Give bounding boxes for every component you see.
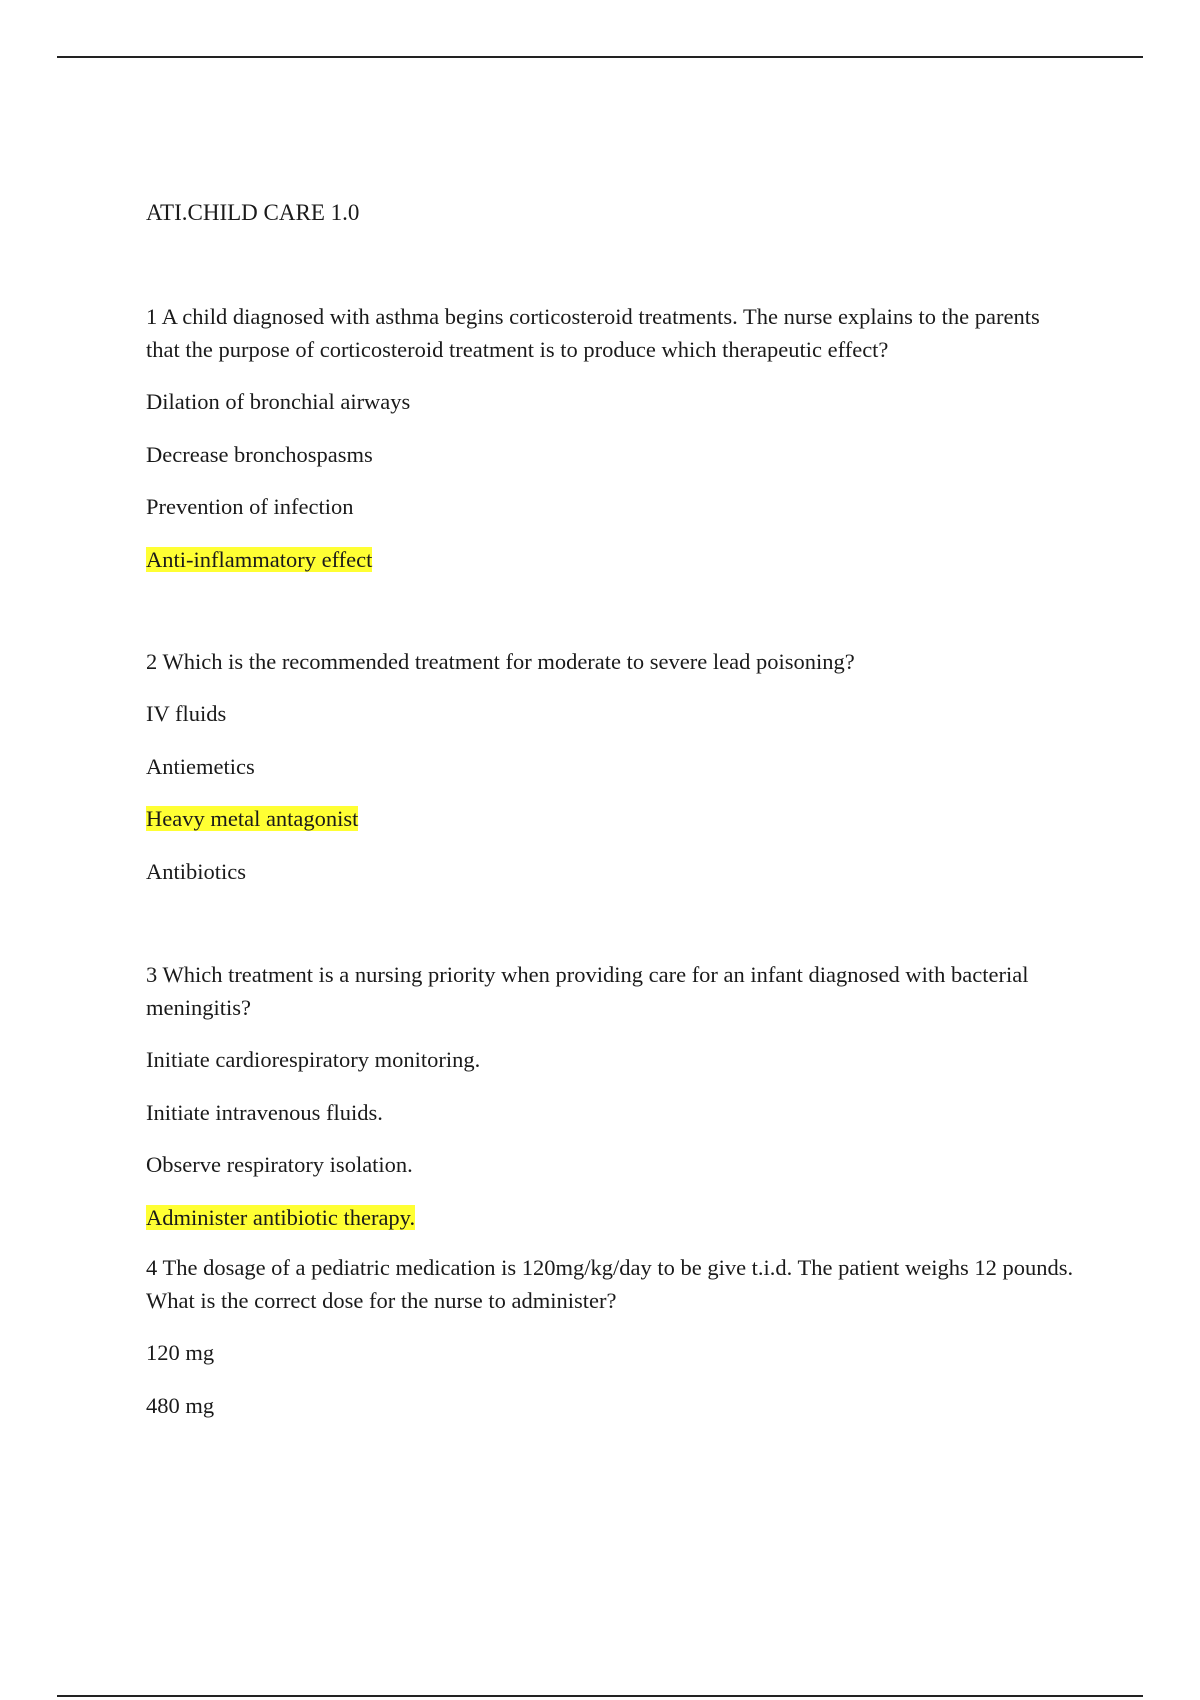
answer-text: Anti-inflammatory effect [146, 546, 373, 572]
question-block [146, 1251, 1076, 1441]
answer-text: IV fluids [146, 701, 227, 726]
answer-option [146, 1043, 1076, 1076]
answer-option [146, 1336, 1076, 1369]
answer-option [146, 697, 1076, 730]
answer-text: Decrease bronchospasms [146, 441, 373, 467]
answer-option [146, 438, 1076, 471]
answer-option [146, 750, 1076, 783]
footer-rule [57, 1695, 1143, 1697]
question-text: 2 Which is the recommended treatment for moderate to severe lead poisoning? [146, 649, 855, 674]
question-text: 1 A child diagnosed with asthma begins corticosteroid treatments. The nurse explains to the parents that the purpose of corticosteroid treatment is to produce which therapeutic effect? [146, 304, 1040, 362]
answer-option-highlighted [146, 1201, 1076, 1234]
answer-option-highlighted [146, 802, 1076, 835]
answer-text: Prevention of infection [146, 494, 354, 519]
question-block [146, 958, 1076, 1253]
question-block [146, 645, 1076, 907]
answer-text: Initiate cardiorespiratory monitoring. [146, 1047, 481, 1072]
answer-text: Administer antibiotic therapy. [146, 1204, 416, 1230]
answer-text: 480 mg [146, 1392, 215, 1418]
answer-option [146, 1148, 1076, 1181]
answer-option [146, 1389, 1076, 1422]
header-rule [57, 56, 1143, 58]
answer-text: Initiate intravenous fluids. [146, 1099, 383, 1125]
question-text: 4 The dosage of a pediatric medication is 120mg/kg/day to be give t.i.d. The patient weighs 12 pounds. What is the correct dose for the nurse to administer? [146, 1255, 1074, 1313]
answer-text: Antiemetics [146, 753, 255, 779]
answer-option [146, 490, 1076, 523]
answer-text: 120 mg [146, 1340, 215, 1365]
answer-option-highlighted [146, 543, 1076, 576]
answer-option [146, 385, 1076, 418]
answer-text: Antibiotics [146, 858, 246, 884]
document-title: ATI.CHILD CARE 1.0 [146, 200, 360, 225]
answer-text: Dilation of bronchial airways [146, 389, 411, 414]
question-text: 3 Which treatment is a nursing priority when providing care for an infant diagnosed with bacterial meningitis? [146, 962, 1029, 1020]
answer-text: Heavy metal antagonist [146, 806, 359, 831]
answer-option [146, 855, 1076, 888]
answer-text: Observe respiratory isolation. [146, 1152, 413, 1177]
answer-option [146, 1096, 1076, 1129]
question-block [146, 300, 1076, 595]
